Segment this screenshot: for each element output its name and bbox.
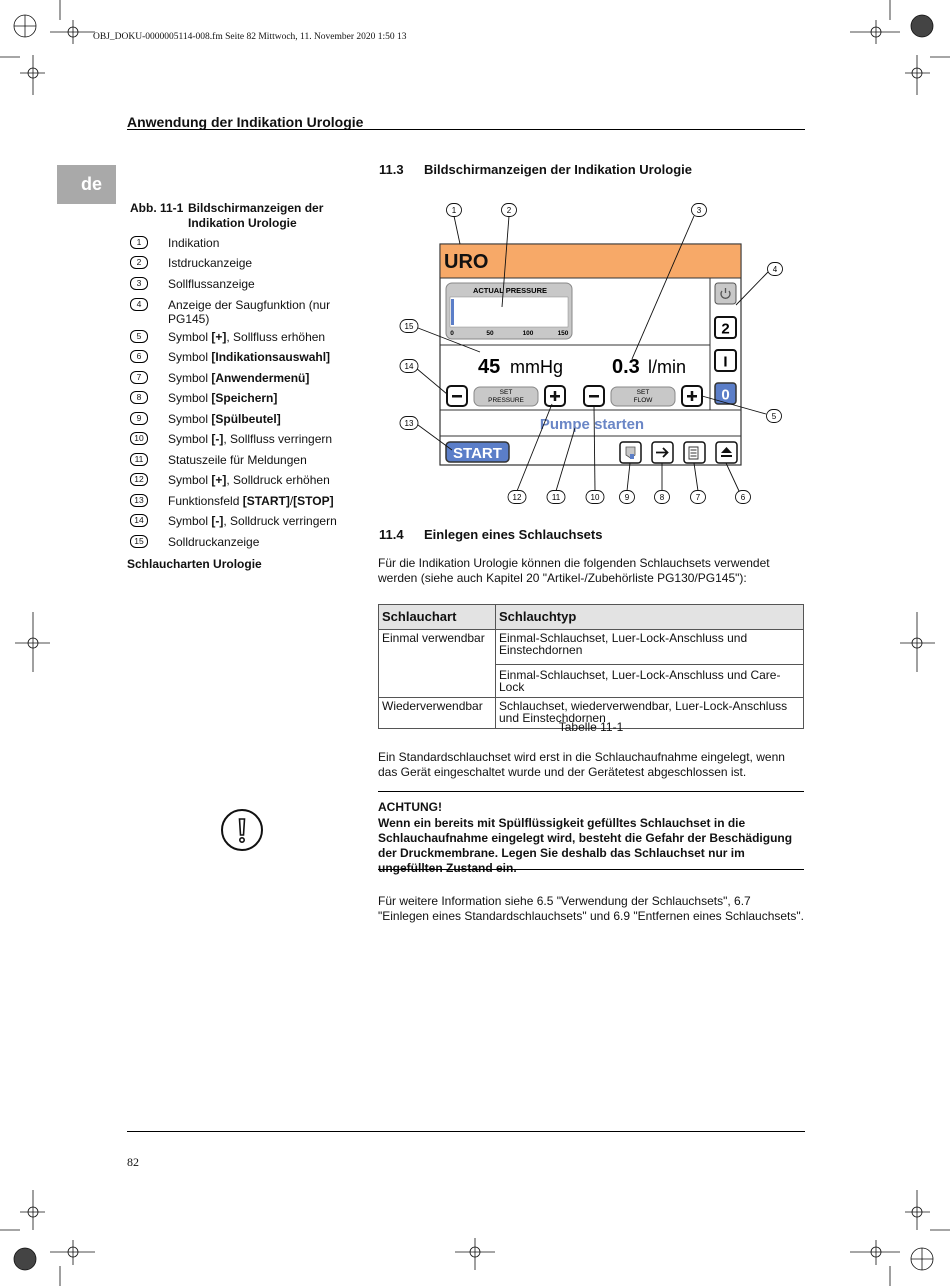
further-info: Für weitere Information siehe 6.5 "Verwendung der Schlauchsets", 6.7 "Einlegen eines Standardschlauchsets" und 6.9 "Entfernen eines Schlauchsets". xyxy=(378,894,804,923)
legend-text-part: Symbol xyxy=(168,371,212,385)
legend-number: 5 xyxy=(130,330,148,343)
legend-text-part: Symbol xyxy=(168,350,212,364)
set-pressure-line1: SET xyxy=(499,389,513,396)
side-button-2-label: 2 xyxy=(721,320,730,338)
legend-text-part: / xyxy=(289,494,294,508)
legend-symbol: [Spülbeutel] xyxy=(211,412,281,426)
pressure-tick-150: 150 xyxy=(557,330,569,337)
page-number: 82 xyxy=(127,1155,139,1169)
legend-number: 13 xyxy=(130,494,148,507)
legend-text-part: Symbol xyxy=(168,412,212,426)
table-cell: Schlauchset, wiederverwendbar, Luer-Lock-Anschluss und Einstechdornen xyxy=(496,698,804,729)
legend-text: Anzeige der Saugfunktion (nur PG145) xyxy=(168,298,331,326)
pressure-tick-0: 0 xyxy=(450,330,454,337)
legend-text: Statuszeile für Meldungen xyxy=(168,453,307,467)
section-11-4-title: Einlegen eines Schlauchsets xyxy=(424,527,603,542)
warning-title: ACHTUNG! xyxy=(378,800,442,814)
section-11-3-title: Bildschirmanzeigen der Indikation Urologie xyxy=(424,162,692,177)
set-pressure-value: 45 xyxy=(478,356,501,378)
figure-caption-number: Abb. 11-1 xyxy=(130,201,184,215)
set-flow-line2: FLOW xyxy=(633,397,653,404)
callout-label: 10 xyxy=(590,493,600,502)
table-header-cell: Schlauchtyp xyxy=(496,605,804,630)
legend-text: Indikation xyxy=(168,236,220,250)
legend-symbol: [+] xyxy=(211,473,227,487)
callout-label: 12 xyxy=(512,493,522,502)
legend-number: 8 xyxy=(130,391,148,404)
section-11-4-number: 11.4 xyxy=(379,527,404,542)
table-cell: Einmal-Schlauchset, Luer-Lock-Anschluss und Einstechdornen xyxy=(496,630,804,665)
callout-label: 5 xyxy=(771,412,777,421)
file-info: OBJ_DOKU-0000005114-008.fm Seite 82 Mittwoch, 11. November 2020 1:50 13 xyxy=(93,32,407,42)
pressure-tick-50: 50 xyxy=(486,330,494,337)
language-tab: de xyxy=(57,165,116,204)
legend-symbol: [Speichern] xyxy=(211,391,278,405)
legend-symbol: [START] xyxy=(242,494,290,508)
callout-label: 3 xyxy=(696,206,702,215)
callout-label: 1 xyxy=(451,206,457,215)
legend-symbol: [-] xyxy=(211,432,224,446)
callout-label: 8 xyxy=(659,493,665,502)
legend-number: 14 xyxy=(130,514,148,527)
legend-text-part: Symbol xyxy=(168,473,212,487)
legend-text-part: Symbol xyxy=(168,330,212,344)
legend-text: Solldruckanzeige xyxy=(168,535,260,549)
warning-text: Wenn ein bereits mit Spülflüssigkeit gefülltes Schlauchset in die Schlauchaufnahme eingelegt wird, besteht die Gefahr der Beschädigung der Druckmembrane. Legen Sie deshalb das Schlauchset nur im ungefüllten Zustand ein. xyxy=(378,816,793,875)
legend-text: Istdruckanzeige xyxy=(168,256,253,270)
table-cell: Einmal-Schlauchset, Luer-Lock-Anschluss und Care-Lock xyxy=(496,665,804,698)
legend-symbol: [STOP] xyxy=(293,494,334,508)
legend-number: 9 xyxy=(130,412,148,425)
flow-unit: l/min xyxy=(648,357,687,377)
pressure-tick-100: 100 xyxy=(522,330,534,337)
table-cell: Einmal verwendbar xyxy=(379,630,496,698)
legend-number: 2 xyxy=(130,256,148,269)
start-button-label: START xyxy=(453,445,502,462)
set-pressure-line2: PRESSURE xyxy=(488,397,524,404)
standard-tube-note: Ein Standardschlauchset wird erst in die Schlauchaufnahme eingelegt, wenn das Gerät eingeschaltet wurde und der Gerätetest abgeschlossen ist. xyxy=(378,750,785,779)
table-header-cell: Schlauchart xyxy=(379,605,496,630)
legend-number: 7 xyxy=(130,371,148,384)
legend-symbol: [+] xyxy=(211,330,227,344)
section-11-3-number: 11.3 xyxy=(379,162,404,177)
legend-text-part: , Sollfluss erhöhen xyxy=(226,330,326,344)
legend-text-part: Funktionsfeld xyxy=(168,494,243,508)
callout-label: 13 xyxy=(404,419,414,428)
legend-text-part: , Solldruck erhöhen xyxy=(226,473,330,487)
legend-text: Sollflussanzeige xyxy=(168,277,255,291)
legend-number: 3 xyxy=(130,277,148,290)
actual-pressure-label: ACTUAL PRESSURE xyxy=(472,286,548,295)
legend-number: 12 xyxy=(130,473,148,486)
tube-types-subheading: Schlaucharten Urologie xyxy=(127,557,262,571)
legend-symbol: [Anwendermenü] xyxy=(211,371,310,385)
legend-text-part: , Sollfluss verringern xyxy=(223,432,333,446)
status-line: Pumpe starten xyxy=(539,416,645,433)
chapter-title: Anwendung der Indikation Urologie xyxy=(127,114,364,130)
set-flow-value: 0.3 xyxy=(612,356,640,378)
side-button-0-label: 0 xyxy=(721,386,730,404)
legend-number: 11 xyxy=(130,453,148,466)
callout-label: 14 xyxy=(404,362,414,371)
table-cell: Wiederverwendbar xyxy=(379,698,496,729)
legend-number: 15 xyxy=(130,535,148,548)
section-11-4-intro: Für die Indikation Urologie können die folgenden Schlauchsets verwendet werden (siehe auch Kapitel 20 "Artikel-/Zubehörliste PG130/PG145"): xyxy=(378,556,770,585)
side-button-1-label: I xyxy=(723,353,728,371)
callout-label: 7 xyxy=(695,493,701,502)
callout-label: 9 xyxy=(624,493,630,502)
legend-symbol: [-] xyxy=(211,514,224,528)
legend-text-part: Symbol xyxy=(168,432,212,446)
legend-number: 10 xyxy=(130,432,148,445)
set-flow-line1: SET xyxy=(636,389,650,396)
legend-symbol: [Indikationsauswahl] xyxy=(211,350,331,364)
figure-caption-text: Bildschirmanzeigen der Indikation Urologie xyxy=(188,201,324,230)
legend-number: 1 xyxy=(130,236,148,249)
callout-label: 11 xyxy=(551,493,561,502)
legend-number: 6 xyxy=(130,350,148,363)
indication-title: URO xyxy=(444,251,489,273)
legend-number: 4 xyxy=(130,298,148,311)
legend-text-part: Symbol xyxy=(168,514,212,528)
pressure-unit: mmHg xyxy=(510,357,563,377)
callout-label: 4 xyxy=(772,265,778,274)
table-caption: Tabelle 11-1 xyxy=(558,720,624,734)
callout-label: 6 xyxy=(740,493,746,502)
legend-text-part: , Solldruck verringern xyxy=(223,514,337,528)
callout-label: 15 xyxy=(404,322,414,331)
callout-label: 2 xyxy=(506,206,512,215)
legend-text-part: Symbol xyxy=(168,391,212,405)
